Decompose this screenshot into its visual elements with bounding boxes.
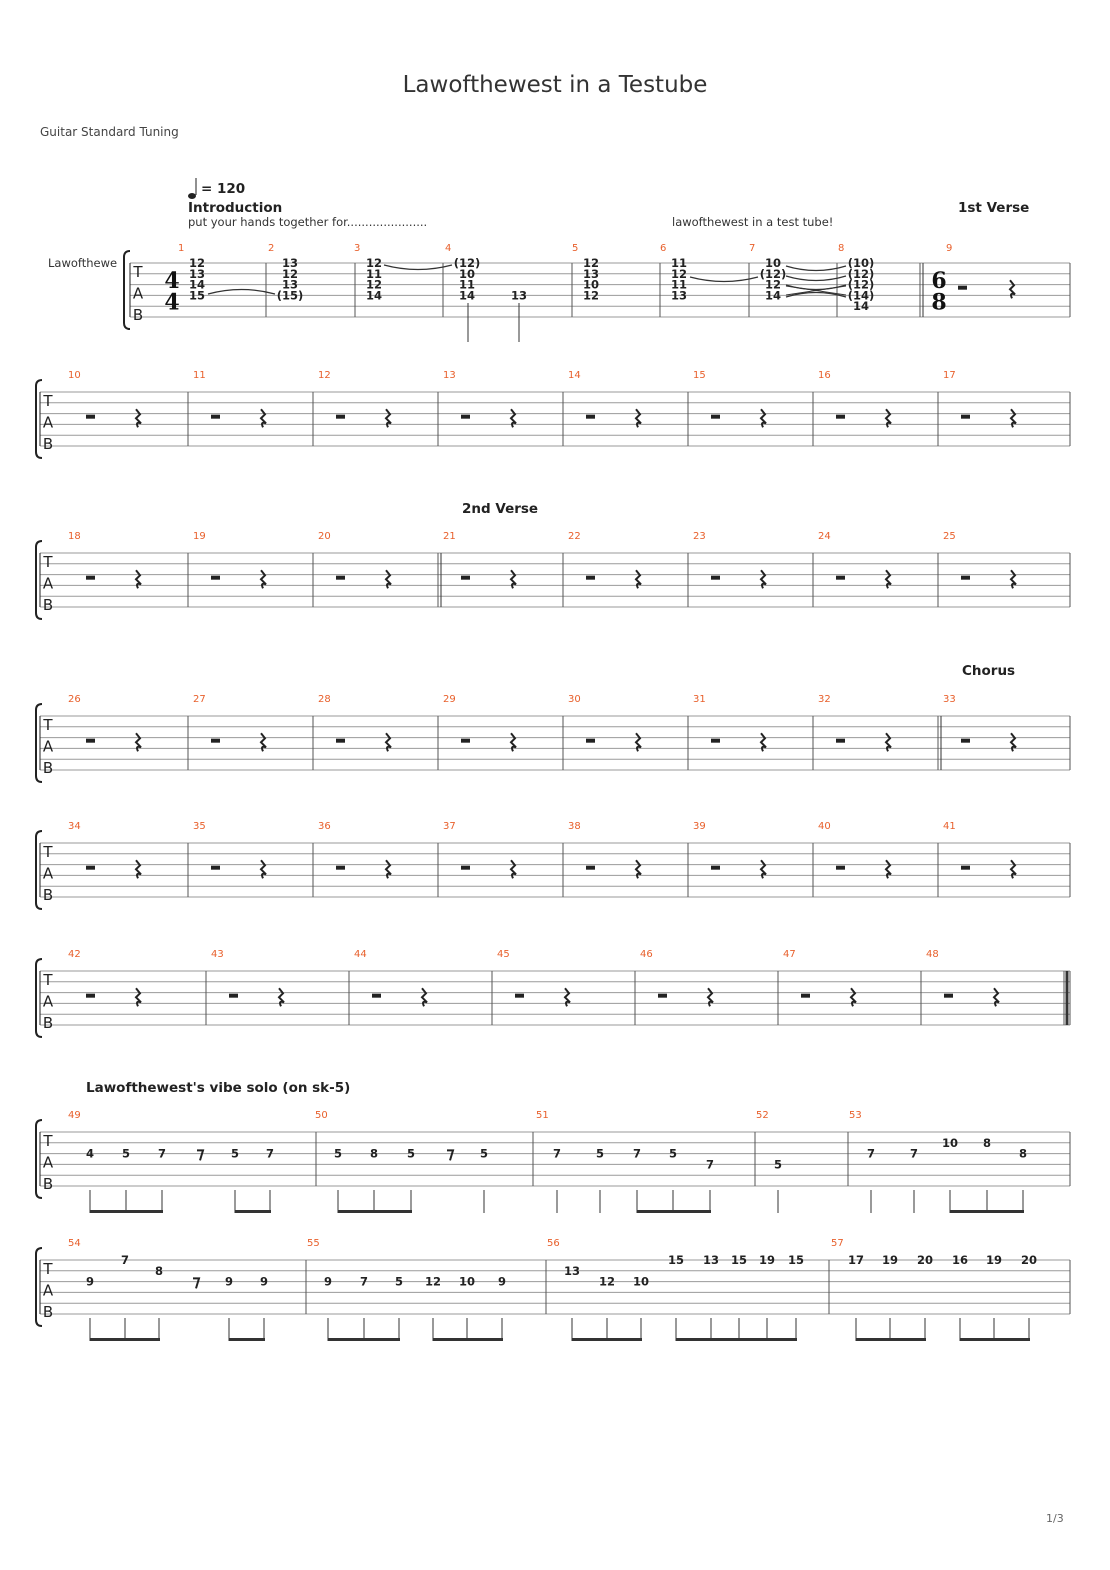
fret-number: 20 xyxy=(1020,1253,1038,1267)
tab-letter-t: T xyxy=(43,392,53,411)
measure-number: 25 xyxy=(943,531,956,542)
fret-number: 7 xyxy=(265,1146,275,1161)
tab-letter-b: B xyxy=(42,1175,54,1194)
fret-number: 13 xyxy=(702,1253,720,1267)
measure-number: 19 xyxy=(193,531,206,542)
fret-number: 5 xyxy=(595,1146,605,1161)
measure-number: 50 xyxy=(315,1110,328,1121)
fret-number: 14 xyxy=(764,288,782,303)
measure-number: 7 xyxy=(749,243,756,254)
measure-number: 45 xyxy=(497,949,510,960)
fret-number: 14 xyxy=(188,277,206,292)
tab-letter-t: T xyxy=(43,716,53,735)
tie xyxy=(690,277,758,282)
fret-number: 17 xyxy=(847,1253,865,1267)
measure-number: 30 xyxy=(568,694,581,705)
fret-number: (15) xyxy=(276,288,304,303)
fret-number: 15 xyxy=(730,1253,748,1267)
half-rest xyxy=(586,866,595,870)
fret-number: (12) xyxy=(847,277,875,292)
time-sig-top: 6 xyxy=(931,267,947,294)
measure-number: 47 xyxy=(783,949,796,960)
fret-number: 11 xyxy=(365,266,383,281)
half-rest xyxy=(711,576,720,580)
time-sig-bottom: 4 xyxy=(164,289,180,316)
fret-number: 10 xyxy=(458,1274,476,1289)
fret-number: 7 xyxy=(157,1146,167,1161)
fret-number: 19 xyxy=(985,1253,1003,1267)
half-rest xyxy=(958,286,967,290)
half-rest xyxy=(836,576,845,580)
measure-number: 5 xyxy=(572,243,579,254)
measure-number: 31 xyxy=(693,694,706,705)
beam xyxy=(676,1338,797,1341)
measure-number: 32 xyxy=(818,694,831,705)
tab-letter-a: A xyxy=(42,737,54,756)
fret-number: 10 xyxy=(764,256,782,270)
beam xyxy=(950,1210,1024,1213)
fret-number: 7 xyxy=(866,1146,876,1161)
fret-number: 5 xyxy=(333,1146,343,1161)
measure-number: 16 xyxy=(818,370,831,381)
half-rest xyxy=(336,415,345,419)
tempo-note-head xyxy=(188,193,196,199)
section-intro: Introduction xyxy=(188,200,283,216)
fret-number: 5 xyxy=(230,1146,240,1161)
tab-letter-a: A xyxy=(42,1281,54,1300)
measure-number: 11 xyxy=(193,370,206,381)
beam xyxy=(90,1338,160,1341)
fret-number: 8 xyxy=(982,1135,992,1150)
measure-number: 56 xyxy=(547,1238,560,1249)
half-rest xyxy=(801,994,810,998)
tab-letter-b: B xyxy=(42,596,54,615)
beam xyxy=(338,1210,412,1213)
beam xyxy=(229,1338,265,1341)
fret-number: 12 xyxy=(582,288,600,303)
half-rest xyxy=(211,415,220,419)
measure-number: 33 xyxy=(943,694,956,705)
half-rest xyxy=(461,739,470,743)
beam xyxy=(960,1338,1030,1341)
time-sig-bottom: 8 xyxy=(931,289,947,316)
measure-number: 17 xyxy=(943,370,956,381)
half-rest xyxy=(86,994,95,998)
measure-number: 43 xyxy=(211,949,224,960)
measure-number: 6 xyxy=(660,243,667,254)
beam xyxy=(856,1338,926,1341)
tab-letter-a: A xyxy=(42,864,54,883)
measure-number: 13 xyxy=(443,370,456,381)
half-rest xyxy=(229,994,238,998)
tab-letter-t: T xyxy=(43,553,53,572)
half-rest xyxy=(658,994,667,998)
measure-number: 15 xyxy=(693,370,706,381)
tab-letter-b: B xyxy=(42,1303,54,1322)
fret-number: 9 xyxy=(259,1274,269,1289)
beam xyxy=(637,1210,711,1213)
half-rest xyxy=(461,866,470,870)
fret-number: (12) xyxy=(453,256,481,270)
fret-number: 19 xyxy=(881,1253,899,1267)
measure-number: 46 xyxy=(640,949,653,960)
fret-number: (14) xyxy=(847,288,875,303)
tab-letter-t: T xyxy=(133,263,143,282)
half-rest xyxy=(836,866,845,870)
eighth-rest xyxy=(447,1150,453,1160)
half-rest xyxy=(711,866,720,870)
fret-number: (12) xyxy=(759,266,787,281)
fret-number: 9 xyxy=(497,1274,507,1289)
half-rest xyxy=(211,576,220,580)
tie xyxy=(208,290,275,295)
half-rest xyxy=(336,576,345,580)
half-rest xyxy=(86,576,95,580)
measure-number: 49 xyxy=(68,1110,81,1121)
tie xyxy=(384,265,452,270)
measure-number: 37 xyxy=(443,821,456,832)
half-rest xyxy=(961,866,970,870)
fret-number: 5 xyxy=(406,1146,416,1161)
half-rest xyxy=(372,994,381,998)
half-rest xyxy=(86,866,95,870)
half-rest xyxy=(944,994,953,998)
fret-number: 13 xyxy=(582,266,600,281)
fret-number: 12 xyxy=(188,256,206,270)
tab-letter-t: T xyxy=(43,1260,53,1279)
fret-number: 14 xyxy=(365,288,383,303)
measure-number: 22 xyxy=(568,531,581,542)
fret-number: 12 xyxy=(365,277,383,292)
fret-number: 15 xyxy=(787,1253,805,1267)
half-rest xyxy=(836,415,845,419)
system-bracket xyxy=(124,251,130,329)
measure-number: 23 xyxy=(693,531,706,542)
fret-number: 4 xyxy=(85,1146,95,1161)
fret-number: 13 xyxy=(563,1263,581,1278)
measure-number: 57 xyxy=(831,1238,844,1249)
measure-number: 28 xyxy=(318,694,331,705)
measure-number: 35 xyxy=(193,821,206,832)
fret-number: 19 xyxy=(758,1253,776,1267)
fret-number: 11 xyxy=(458,277,476,292)
eighth-rest xyxy=(193,1278,199,1288)
tab-letter-a: A xyxy=(42,413,54,432)
measure-number: 2 xyxy=(268,243,275,254)
fret-number: 5 xyxy=(773,1157,783,1172)
fret-number: 8 xyxy=(154,1263,164,1278)
half-rest xyxy=(711,415,720,419)
measure-number: 9 xyxy=(946,243,953,254)
measure-number: 41 xyxy=(943,821,956,832)
fret-number: 10 xyxy=(941,1135,959,1150)
fret-number: 12 xyxy=(424,1274,442,1289)
measure-number: 52 xyxy=(756,1110,769,1121)
tab-letter-t: T xyxy=(43,1132,53,1151)
fret-number: 10 xyxy=(582,277,600,292)
fret-number: 12 xyxy=(281,266,299,281)
half-rest xyxy=(86,415,95,419)
fret-number: 13 xyxy=(188,266,206,281)
half-rest xyxy=(711,739,720,743)
fret-number: 20 xyxy=(916,1253,934,1267)
fret-number: 10 xyxy=(458,266,476,281)
tab-letter-a: A xyxy=(42,992,54,1011)
tab-letter-b: B xyxy=(42,435,54,454)
fret-number: 5 xyxy=(394,1274,404,1289)
fret-number: 5 xyxy=(479,1146,489,1161)
half-rest xyxy=(461,415,470,419)
fret-number: 12 xyxy=(764,277,782,292)
fret-number: 15 xyxy=(667,1253,685,1267)
tab-letter-a: A xyxy=(132,284,144,303)
tab-letter-b: B xyxy=(42,1014,54,1033)
tab-letter-a: A xyxy=(42,1153,54,1172)
section-chorus: Chorus xyxy=(962,663,1016,679)
tuning-label: Guitar Standard Tuning xyxy=(40,125,179,139)
measure-number: 18 xyxy=(68,531,81,542)
tab-letter-b: B xyxy=(42,886,54,905)
half-rest xyxy=(586,415,595,419)
fret-number: 13 xyxy=(510,288,528,303)
measure-number: 3 xyxy=(354,243,361,254)
fret-number: 7 xyxy=(909,1146,919,1161)
half-rest xyxy=(461,576,470,580)
section-verse-1: 1st Verse xyxy=(958,200,1030,216)
lyric-line: lawofthewest in a test tube! xyxy=(672,215,834,229)
fret-number: 9 xyxy=(323,1274,333,1289)
score-title: Lawofthewest in a Testube xyxy=(402,72,708,98)
half-rest xyxy=(961,739,970,743)
track-name: Lawofthewe xyxy=(48,256,118,270)
measure-number: 51 xyxy=(536,1110,549,1121)
fret-number: 7 xyxy=(552,1146,562,1161)
fret-number: 12 xyxy=(670,266,688,281)
measure-number: 53 xyxy=(849,1110,862,1121)
measure-number: 8 xyxy=(838,243,845,254)
tab-letter-b: B xyxy=(132,306,144,325)
measure-number: 44 xyxy=(354,949,367,960)
half-rest xyxy=(961,415,970,419)
measure-number: 42 xyxy=(68,949,81,960)
measure-number: 36 xyxy=(318,821,331,832)
measure-number: 34 xyxy=(68,821,81,832)
fret-number: 14 xyxy=(458,288,476,303)
half-rest xyxy=(586,576,595,580)
fret-number: (12) xyxy=(847,266,875,281)
measure-number: 24 xyxy=(818,531,831,542)
fret-number: 10 xyxy=(632,1274,650,1289)
fret-number: 9 xyxy=(85,1274,95,1289)
measure-number: 38 xyxy=(568,821,581,832)
measure-number: 39 xyxy=(693,821,706,832)
fret-number: 8 xyxy=(1018,1146,1028,1161)
fret-number: 12 xyxy=(365,256,383,270)
fret-number: (10) xyxy=(847,256,875,270)
time-sig-top: 4 xyxy=(164,267,180,294)
fret-number: 15 xyxy=(188,288,206,303)
tab-letter-b: B xyxy=(42,759,54,778)
measure-number: 55 xyxy=(307,1238,320,1249)
fret-number: 5 xyxy=(121,1146,131,1161)
fret-number: 7 xyxy=(632,1146,642,1161)
measure-number: 21 xyxy=(443,531,456,542)
eighth-rest xyxy=(197,1150,203,1160)
half-rest xyxy=(961,576,970,580)
half-rest xyxy=(86,739,95,743)
beam xyxy=(433,1338,503,1341)
beam xyxy=(572,1338,642,1341)
fret-number: 9 xyxy=(224,1274,234,1289)
measure-number: 14 xyxy=(568,370,581,381)
fret-number: 16 xyxy=(951,1253,969,1267)
fret-number: 7 xyxy=(705,1157,715,1172)
lyric-line: put your hands together for...................... xyxy=(188,215,428,229)
tab-letter-t: T xyxy=(43,971,53,990)
tab-letter-a: A xyxy=(42,574,54,593)
measure-number: 29 xyxy=(443,694,456,705)
section-solo: Lawofthewest's vibe solo (on sk-5) xyxy=(86,1080,351,1096)
fret-number: 13 xyxy=(281,256,299,270)
tempo-marking: = 120 xyxy=(201,181,246,197)
measure-number: 40 xyxy=(818,821,831,832)
measure-number: 4 xyxy=(445,243,452,254)
measure-number: 26 xyxy=(68,694,81,705)
half-rest xyxy=(211,866,220,870)
tab-letter-t: T xyxy=(43,843,53,862)
measure-number: 54 xyxy=(68,1238,81,1249)
half-rest xyxy=(586,739,595,743)
fret-number: 7 xyxy=(120,1253,130,1267)
fret-number: 12 xyxy=(598,1274,616,1289)
half-rest xyxy=(515,994,524,998)
fret-number: 11 xyxy=(670,256,688,270)
measure-number: 48 xyxy=(926,949,939,960)
fret-number: 13 xyxy=(281,277,299,292)
beam xyxy=(328,1338,400,1341)
half-rest xyxy=(336,739,345,743)
fret-number: 14 xyxy=(852,299,870,314)
beam xyxy=(235,1210,271,1213)
half-rest xyxy=(836,739,845,743)
measure-number: 20 xyxy=(318,531,331,542)
fret-number: 11 xyxy=(670,277,688,292)
measure-number: 10 xyxy=(68,370,81,381)
fret-number: 8 xyxy=(369,1146,379,1161)
measure-number: 1 xyxy=(178,243,185,254)
beam xyxy=(90,1210,163,1213)
measure-number: 27 xyxy=(193,694,206,705)
fret-number: 13 xyxy=(670,288,688,303)
fret-number: 12 xyxy=(582,256,600,270)
page-number: 1/3 xyxy=(1046,1512,1064,1525)
fret-number: 5 xyxy=(668,1146,678,1161)
measure-number: 12 xyxy=(318,370,331,381)
section-verse-2: 2nd Verse xyxy=(462,501,539,517)
fret-number: 7 xyxy=(359,1274,369,1289)
half-rest xyxy=(336,866,345,870)
half-rest xyxy=(211,739,220,743)
